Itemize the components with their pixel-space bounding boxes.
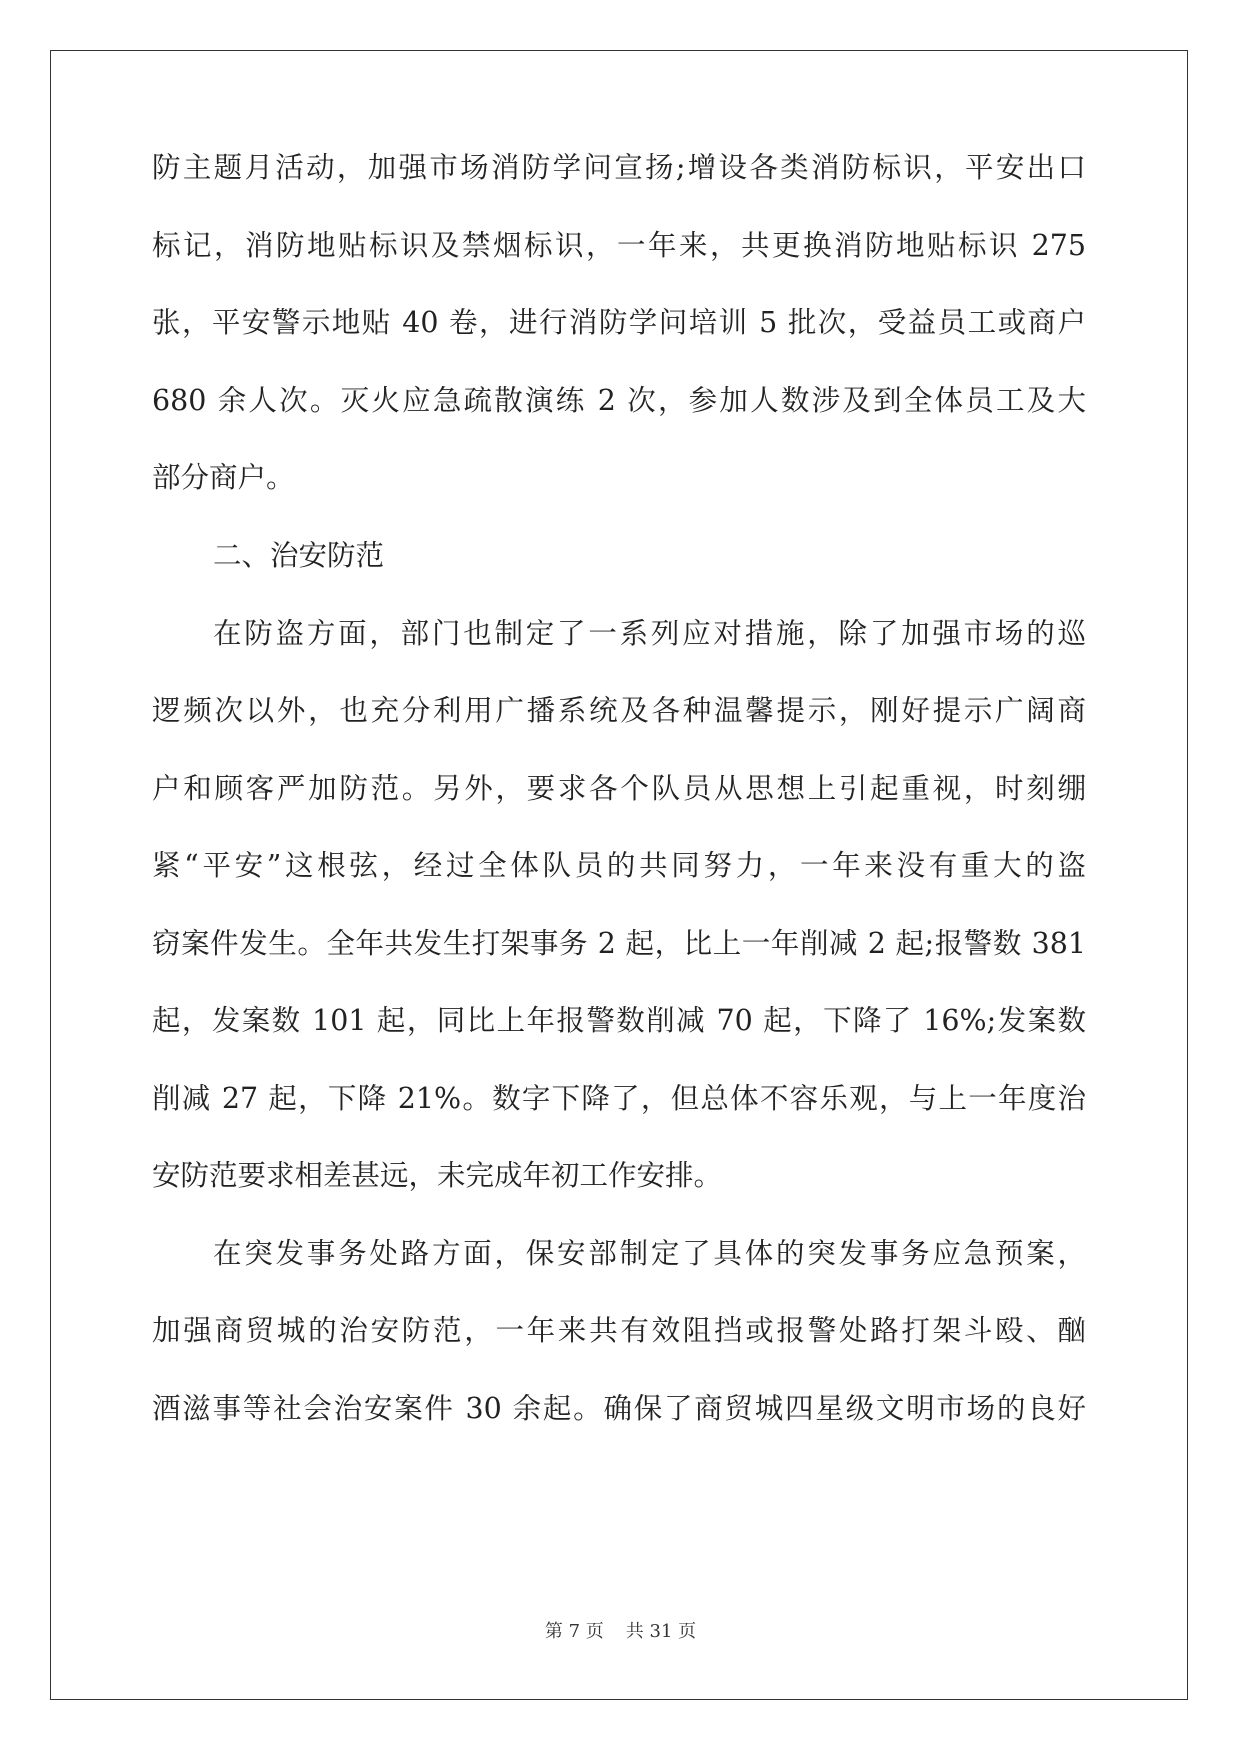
paragraph-line: 逻频次以外，也充分利用广播系统及各种温馨提示，刚好提示广阔商 xyxy=(152,694,1086,727)
paragraph-line: 削减 27 起，下降 21%。数字下降了，但总体不容乐观，与上一年度治 xyxy=(152,1082,1086,1115)
current-page-number: 第 7 页 xyxy=(544,1621,604,1642)
total-page-count: 共 31 页 xyxy=(625,1621,697,1642)
paragraph-line: 标记，消防地贴标识及禁烟标识，一年来，共更换消防地贴标识 275 xyxy=(152,229,1086,262)
paragraph-line: 张，平安警示地贴 40 卷，进行消防学问培训 5 批次，受益员工或商户 xyxy=(152,306,1086,339)
paragraph-line: 在防盗方面，部门也制定了一系列应对措施，除了加强市场的巡 xyxy=(213,617,1086,650)
paragraph-line: 窃案件发生。全年共发生打架事务 2 起，比上一年削减 2 起;报警数 381 xyxy=(152,927,1086,960)
paragraph-line: 紧“平安”这根弦，经过全体队员的共同努力，一年来没有重大的盗 xyxy=(152,849,1086,882)
paragraph-line: 酒滋事等社会治安案件 30 余起。确保了商贸城四星级文明市场的良好 xyxy=(152,1392,1086,1425)
paragraph-line: 安防范要求相差甚远，未完成年初工作安排。 xyxy=(152,1159,723,1192)
paragraph-line: 户和顾客严加防范。另外，要求各个队员从思想上引起重视，时刻绷 xyxy=(152,772,1086,805)
paragraph-line: 起，发案数 101 起，同比上年报警数削减 70 起，下降了 16%;发案数 xyxy=(152,1004,1086,1037)
paragraph-line: 加强商贸城的治安防范，一年来共有效阻挡或报警处路打架斗殴、酗 xyxy=(152,1314,1086,1347)
paragraph-line: 部分商户。 xyxy=(152,461,295,494)
paragraph-line: 防主题月活动，加强市场消防学问宣扬;增设各类消防标识，平安出口 xyxy=(152,151,1086,184)
paragraph-line: 在突发事务处路方面，保安部制定了具体的突发事务应急预案， xyxy=(213,1237,1086,1270)
paragraph-line: 680 余人次。灭火应急疏散演练 2 次，参加人数涉及到全体员工及大 xyxy=(152,384,1086,417)
section-heading: 二、治安防范 xyxy=(213,539,385,572)
page-footer xyxy=(0,1620,1241,1644)
